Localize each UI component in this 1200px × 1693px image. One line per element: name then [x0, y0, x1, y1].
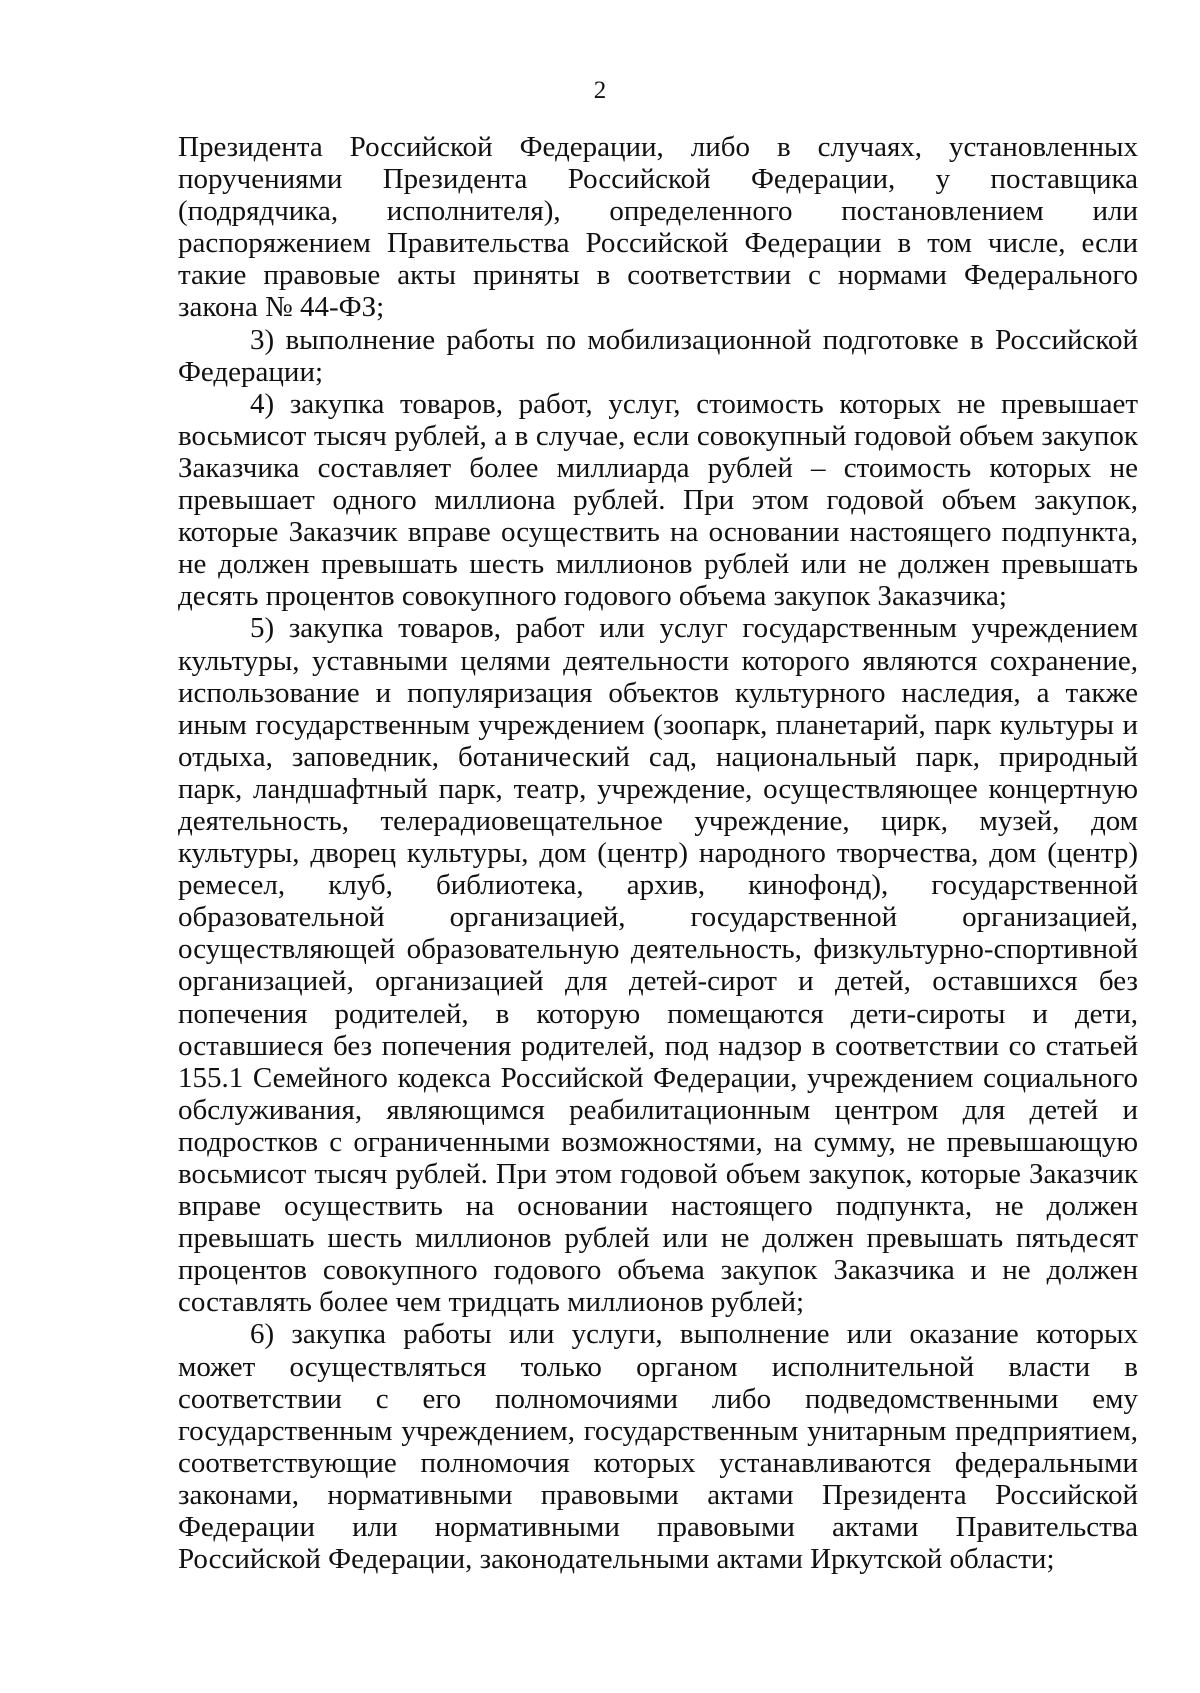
document-body [178, 131, 1138, 1575]
paragraph-item-3: 3) выполнение работы по мобилизационной подготовке в Российской Федерации; [178, 323, 1138, 388]
paragraph-item-5: 5) закупка товаров, работ или услуг государственным учреждением культуры, уставными целями деятельности которого являются сохранение, использование и популяризация объектов культурного наследия, а также иным государственным учреждением (зоопарк, планетарий, парк культуры и отдыха, заповедник, ботанический сад, национальный парк, природный парк, ландшафтный парк, театр, учреждение, осуществляющее концертную деятельность, телерадиовещательное учреждение, цирк, музей, дом культуры, дворец культуры, дом (центр) народного творчества, дом (центр) ремесел, клуб, библиотека, архив, кинофонд), государственной образовательной организацией, государственной организацией, осуществляющей образовательную деятельность, физкультурно-спортивной организацией, организацией для детей-сирот и детей, оставшихся без попечения родителей, в которую помещаются дети-сироты и дети, оставшиеся без попечения родителей, под надзор в соответствии со статьей 155.1 Семейного кодекса Российской Федерации, учреждением социального обслуживания, являющимся реабилитационным центром для детей и подростков с ограниченными возможностями, на сумму, не превышающую восьмисот тысяч рублей. При этом годовой объем закупок, которые Заказчик вправе осуществить на основании настоящего подпункта, не должен превышать шесть миллионов рублей или не должен превышать пятьдесят процентов совокупного годового объема закупок Заказчика и не должен составлять более чем тридцать миллионов рублей; [178, 612, 1138, 1319]
paragraph-continuation: Президента Российской Федерации, либо в случаях, установленных поручениями Президента Российской Федерации, у поставщика (подрядчика, исполнителя), определенного постановлением или распоряжением Правительства Российской Федерации в том числе, если такие правовые акты приняты в соответствии с нормами Федерального закона № 44-ФЗ; [178, 131, 1138, 324]
page-number: 2 [593, 77, 607, 104]
paragraph-item-4: 4) закупка товаров, работ, услуг, стоимость которых не превышает восьмисот тысяч рублей, а в случае, если совокупный годовой объем закупок Заказчика составляет более миллиарда рублей – стоимость которых не превышает одного миллиона рублей. При этом годовой объем закупок, которые Заказчик вправе осуществить на основании настоящего подпункта, не должен превышать шесть миллионов рублей или не должен превышать десять процентов совокупного годового объема закупок Заказчика; [178, 387, 1138, 613]
paragraph-item-6: 6) закупка работы или услуги, выполнение или оказание которых может осуществляться только органом исполнительной власти в соответствии с его полномочиями либо подведомственными ему государственным учреждением, государственным унитарным предприятием, соответствующие полномочия которых устанавливаются федеральными законами, нормативными правовыми актами Президента Российской Федерации или нормативными правовыми актами Правительства Российской Федерации, законодательными актами Иркутской области; [178, 1318, 1138, 1576]
